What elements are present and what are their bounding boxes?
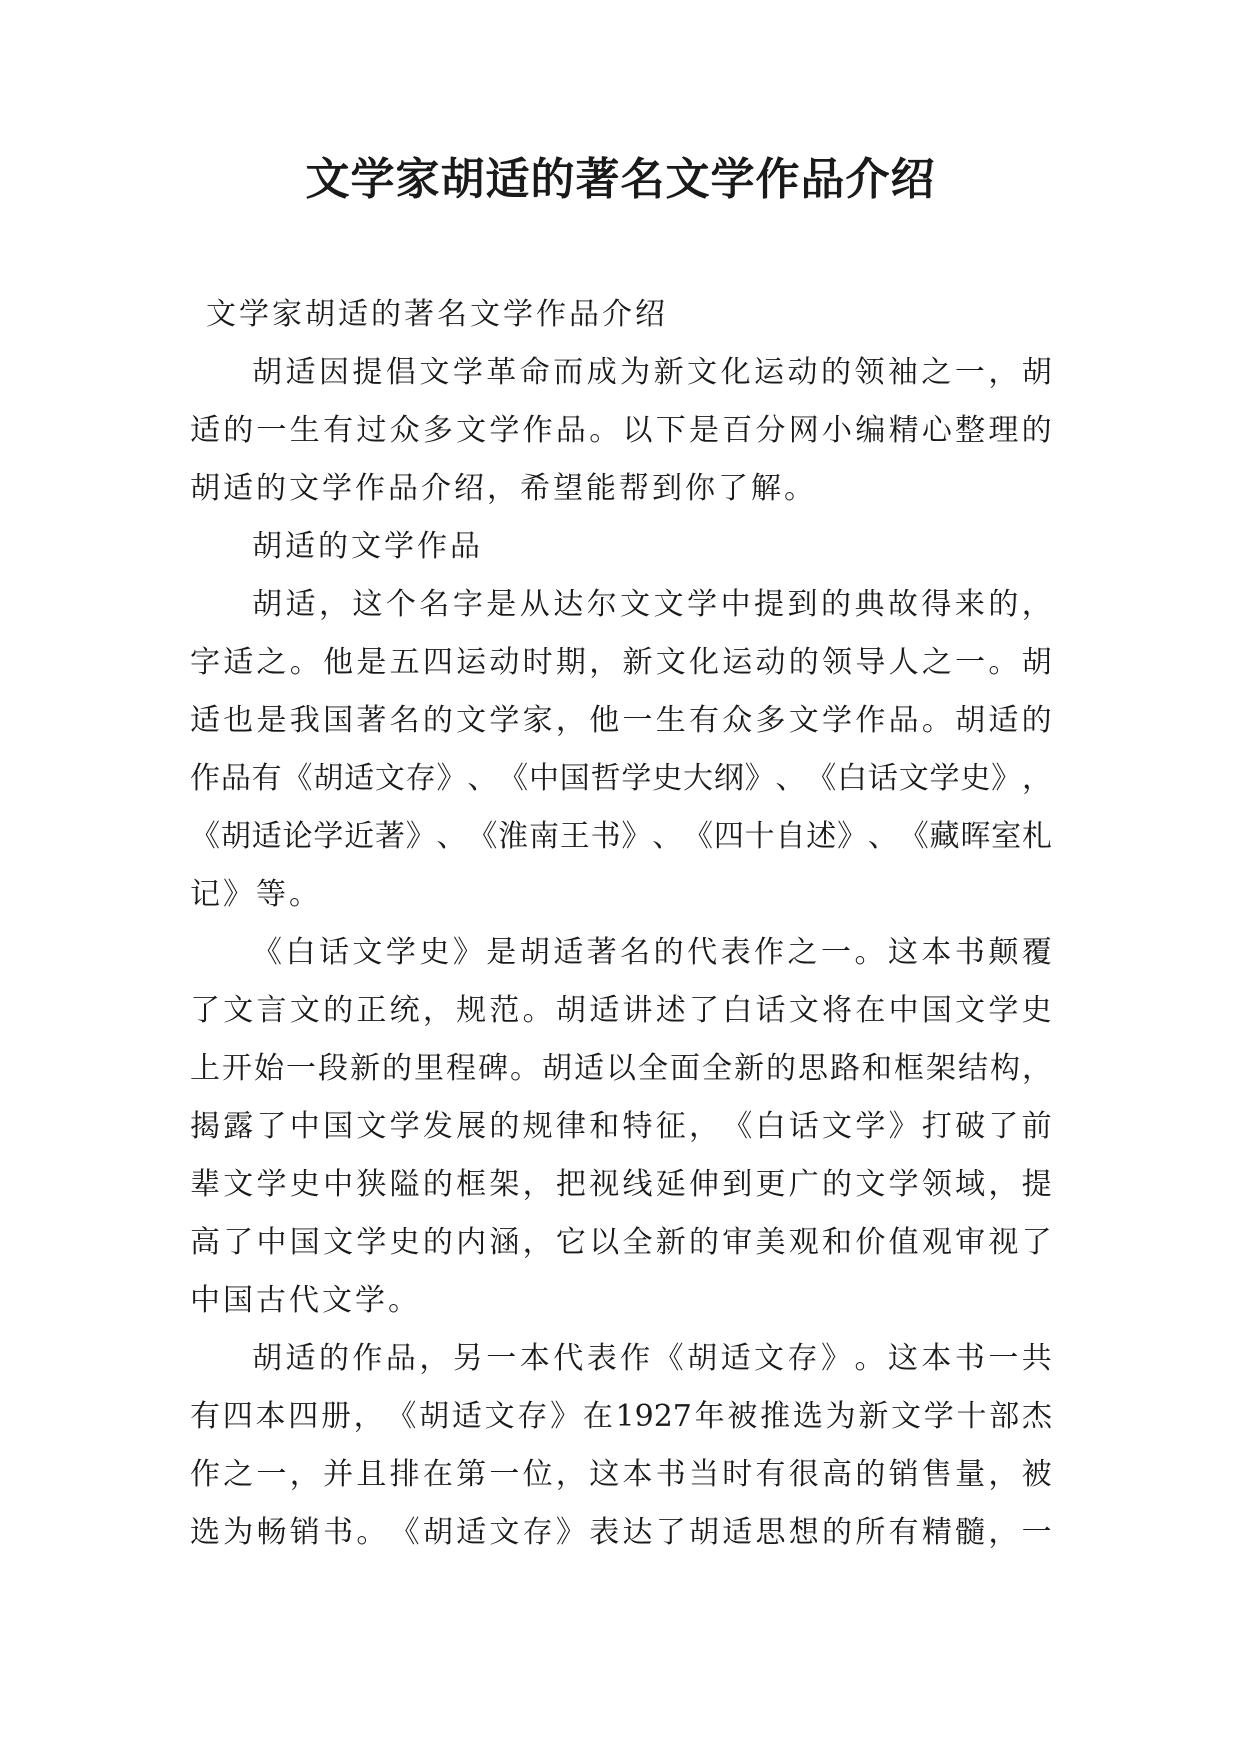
document-subtitle: 文学家胡适的著名文学作品介绍 (206, 297, 668, 332)
text-line: 辈 文 学 史 中 狭 隘 的 框 架 ， 把 视 线 延 伸 到 更 广 的 文 学 领 域 ， 提 (190, 1167, 1052, 1202)
text-line: 记》等。 (190, 877, 322, 912)
text-line: 《 胡 适 论 学 近 著 》 、 《 淮 南 王 书 》 、 《 四 十 自 述 》 、 《 藏 晖 室 札 (190, 819, 1052, 854)
text-line: 《 白 话 文 学 史 》 是 胡 适 著 名 的 代 表 作 之 一 。 这 本 书 颠 覆 (252, 935, 1052, 970)
text-line: 胡 适 ， 这 个 名 字 是 从 达 尔 文 文 学 中 提 到 的 典 故 得 来 的 ， (252, 587, 1052, 622)
document-title: 文学家胡适的著名文学作品介绍 (305, 154, 936, 205)
text-line: 字 适 之 。 他 是 五 四 运 动 时 期 ， 新 文 化 运 动 的 领 导 人 之 一 。 胡 (190, 645, 1052, 680)
text-line: 胡适的文学作品介绍，希望能帮到你了解。 (190, 471, 817, 506)
text-line: 上 开 始 一 段 新 的 里 程 碑 。 胡 适 以 全 面 全 新 的 思 路 和 框 架 结 构 ， (190, 1051, 1052, 1086)
text-line: 了 文 言 文 的 正 统 ， 规 范 。 胡 适 讲 述 了 白 话 文 将 在 中 国 文 学 史 (190, 993, 1052, 1028)
text-line: 适 也 是 我 国 著 名 的 文 学 家 ， 他 一 生 有 众 多 文 学 作 品 。 胡 适 的 (190, 703, 1052, 738)
text-line: 胡适的文学作品 (252, 529, 483, 564)
text-line: 胡 适 的 作 品 ， 另 一 本 代 表 作 《 胡 适 文 存 》 。 这 本 书 一 共 (252, 1341, 1052, 1376)
text-line: 选 为 畅 销 书 。 《 胡 适 文 存 》 表 达 了 胡 适 思 想 的 所 有 精 髓 ， 一 (190, 1515, 1052, 1550)
text-line: 高 了 中 国 文 学 史 的 内 涵 ， 它 以 全 新 的 审 美 观 和 价 值 观 审 视 了 (190, 1225, 1052, 1260)
document-body (190, 286, 1052, 1562)
text-line: 有 四 本 四 册 ， 《 胡 适 文 存 》 在 1927 年 被 推 选 为 新 文 学 十 部 杰 (190, 1399, 1052, 1434)
text-line: 作 品 有 《 胡 适 文 存 》 、 《 中 国 哲 学 史 大 纲 》 、 《 白 话 文 学 史 》 ， (190, 761, 1052, 796)
text-line: 中国古代文学。 (190, 1283, 421, 1318)
text-line: 适 的 一 生 有 过 众 多 文 学 作 品 。 以 下 是 百 分 网 小 编 精 心 整 理 的 (190, 413, 1052, 448)
text-line: 胡 适 因 提 倡 文 学 革 命 而 成 为 新 文 化 运 动 的 领 袖 之 一 ， 胡 (252, 355, 1052, 390)
text-line: 作 之 一 ， 并 且 排 在 第 一 位 ， 这 本 书 当 时 有 很 高 的 销 售 量 ， 被 (190, 1457, 1052, 1492)
text-line: 揭 露 了 中 国 文 学 发 展 的 规 律 和 特 征 ， 《 白 话 文 学 》 打 破 了 前 (190, 1109, 1052, 1144)
